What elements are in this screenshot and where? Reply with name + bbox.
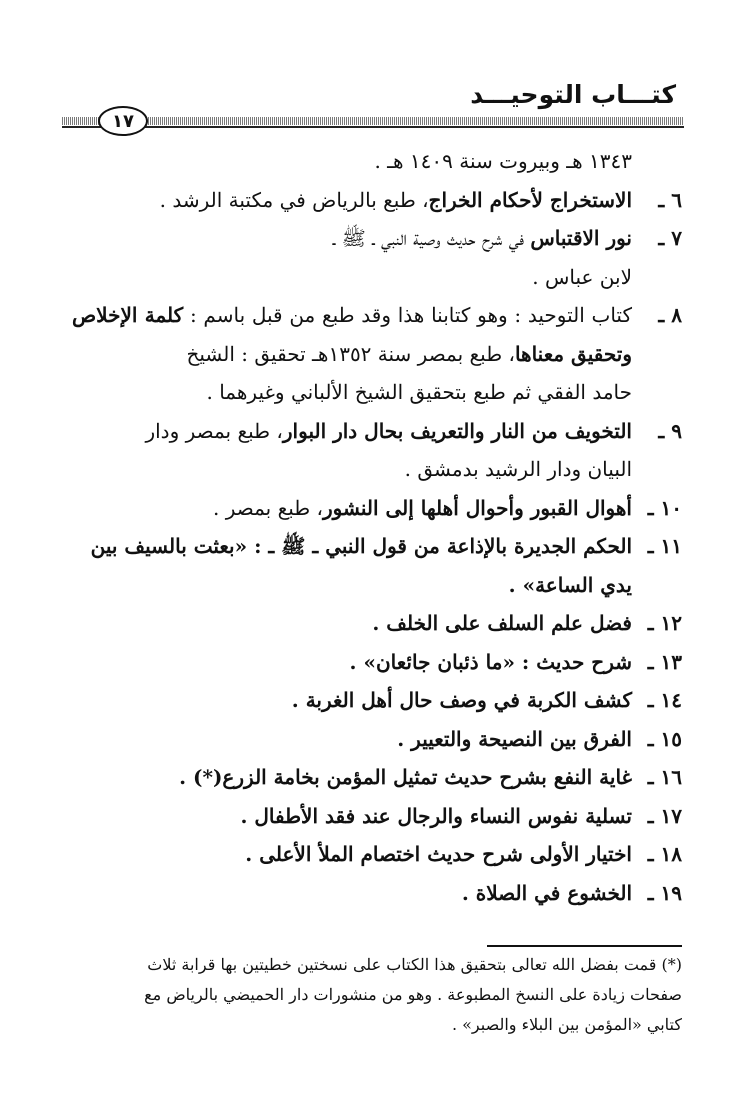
- list-item: [72, 643, 682, 682]
- page-number-badge: [98, 106, 148, 136]
- item-continuation: لابن عباس .: [532, 264, 632, 289]
- item-number: ١١ ـ: [647, 534, 682, 558]
- book-title: الاستخراج لأحكام الخراج: [428, 187, 632, 212]
- item-number: ١٣ ـ: [647, 649, 682, 674]
- book-title: اختيار الأولى شرح حديث اختصام الملأ الأعلى .: [245, 842, 632, 866]
- book-title: تسلية نفوس النساء والرجال عند فقد الأطفال .: [240, 803, 632, 828]
- item-text: [72, 720, 632, 759]
- item-text: [72, 758, 632, 797]
- item-text: [72, 181, 632, 220]
- page-number: ١٧: [112, 110, 134, 132]
- item-number: ٩ ـ: [658, 418, 682, 443]
- book-title: الحكم الجديرة بالإذاعة من قول النبي ـ ﷺ ـ : «بعثت بالسيف بين: [90, 534, 632, 558]
- list-item: [72, 758, 682, 797]
- item-text: [72, 874, 632, 913]
- item-note-2: ، طبع بمصر سنة ١٣٥٢هـ تحقيق : الشيخ: [186, 341, 515, 366]
- item-number: ٧ ـ: [658, 226, 682, 250]
- list-item: [72, 489, 682, 528]
- book-title: كشف الكربة في وصف حال أهل الغربة .: [291, 688, 632, 712]
- list-item: [72, 604, 682, 643]
- item-text: [72, 604, 632, 643]
- item-continuation: البيان ودار الرشيد بدمشق .: [404, 457, 632, 481]
- item-note: ، طبع بمصر .: [212, 495, 323, 520]
- header-hatched-rule: [62, 117, 684, 125]
- item-text: [72, 835, 632, 874]
- book-title: فضل علم السلف على الخلف .: [372, 611, 632, 635]
- book-title: التخويف من النار والتعريف بحال دار البوار: [282, 418, 632, 443]
- list-item: [72, 412, 682, 451]
- book-title: الخشوع في الصلاة .: [461, 880, 632, 905]
- item-note: ، طبع بمصر ودار: [145, 418, 283, 443]
- book-list: [72, 142, 682, 912]
- list-item: [72, 720, 682, 759]
- item-number: ١٨ ـ: [647, 842, 682, 866]
- running-header-title: كتـــاب التوحيـــد: [470, 80, 676, 109]
- list-item: [72, 181, 682, 220]
- book-title: غاية النفع بشرح حديث تمثيل المؤمن بخامة الزرع(*) .: [179, 765, 632, 789]
- item-number: ٨ ـ: [658, 303, 682, 327]
- item-number: ٦ ـ: [658, 187, 682, 212]
- book-title: الفرق بين النصيحة والتعيير .: [397, 726, 632, 751]
- item-number: ١٦ ـ: [647, 765, 682, 789]
- footnote-line: صفحات زيادة على النسخ المطبوعة . وهو من منشورات دار الحميضي بالرياض مع: [144, 985, 682, 1004]
- item-text: [72, 527, 632, 566]
- item-number: ١٧ ـ: [647, 803, 682, 828]
- item-number: ١٩ ـ: [647, 880, 682, 905]
- item-text: [72, 489, 632, 528]
- item-text: [72, 643, 632, 682]
- book-title: أهوال القبور وأحوال أهلها إلى النشور: [322, 495, 632, 520]
- list-item: [72, 797, 682, 836]
- list-item: [72, 874, 682, 913]
- item-number: ١٠ ـ: [647, 495, 682, 520]
- header-rule-line: [62, 126, 684, 128]
- item-text: [72, 219, 632, 258]
- item-note: في شرح حديث وصية النبي ـ ﷺ ـ: [332, 226, 525, 250]
- item-number: ١٤ ـ: [647, 688, 682, 712]
- item-text: [72, 412, 632, 451]
- item-continuation: حامد الفقي ثم طبع بتحقيق الشيخ الألباني وغيرهما .: [206, 380, 632, 404]
- footnote: [70, 950, 682, 1040]
- item-number: ١٥ ـ: [647, 726, 682, 751]
- book-title: نور الاقتباس: [530, 226, 632, 250]
- item-text: [72, 797, 632, 836]
- list-continuation-line: ١٣٤٣ هـ وبيروت سنة ١٤٠٩ هـ .: [374, 149, 632, 173]
- book-title-continuation: يدي الساعة» .: [508, 572, 632, 597]
- item-text: [72, 296, 632, 373]
- list-item: [72, 835, 682, 874]
- item-note: كتاب التوحيد : وهو كتابنا هذا وقد طبع من قبل باسم :: [189, 303, 632, 327]
- item-text: [72, 681, 632, 720]
- item-continuation: [72, 566, 682, 605]
- footnote-rule: [487, 945, 682, 947]
- list-item: [72, 296, 682, 373]
- item-number: ١٢ ـ: [647, 611, 682, 635]
- list-item: [72, 681, 682, 720]
- list-item: [72, 219, 682, 258]
- footnote-line: كتابي «المؤمن بين البلاء والصبر» .: [451, 1015, 682, 1034]
- book-title: شرح حديث : «ما ذئبان جائعان» .: [349, 649, 632, 674]
- list-item: [72, 527, 682, 566]
- book-title: كلمة الإخلاص وتحقيق معناها: [72, 303, 632, 366]
- item-note: ، طبع بالرياض في مكتبة الرشد .: [159, 187, 429, 212]
- footnote-line: (*) قمت بفضل الله تعالى بتحقيق هذا الكتاب على نسختين خطيتين بها قرابة ثلاث: [147, 955, 682, 974]
